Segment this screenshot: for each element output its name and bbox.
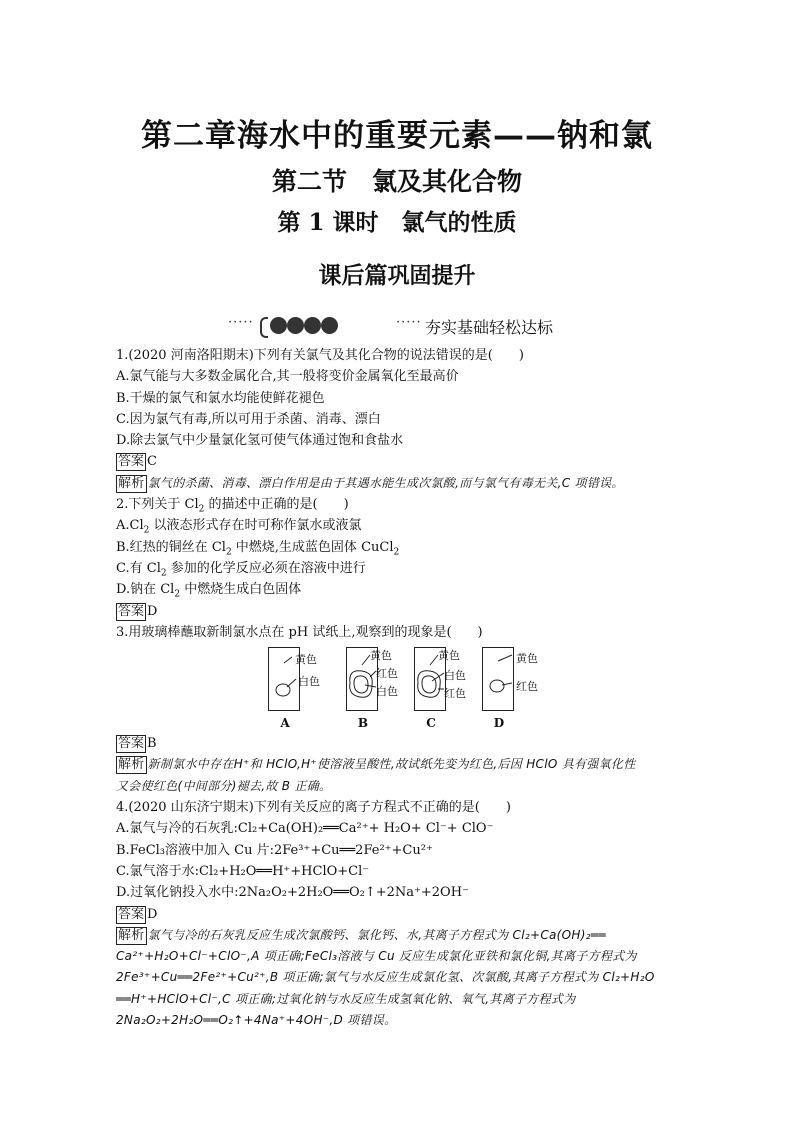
part-title [0, 257, 794, 290]
q1-analysis [116, 473, 682, 494]
q3-d-label-2: 红色 [516, 680, 538, 694]
q3-a-label-2: 白色 [298, 675, 320, 689]
banner-dots-left: ····· [228, 315, 254, 330]
q2-option-d: D.钠在 $Cl_2$ 中燃烧生成白色固体 [116, 582, 302, 600]
section-banner [228, 313, 588, 337]
part-title-strong: 巩固提升 [387, 264, 476, 289]
q4-option-a: A.氯气与冷的石灰乳:Cl₂+Ca(OH)₂══Ca²⁺+ H₂O+ Cl⁻+ ClO⁻ [116, 821, 494, 837]
banner-label: 夯实基础轻松达标 [425, 318, 554, 337]
q3-b-label-3: 白色 [376, 685, 398, 699]
q1-answer [116, 451, 682, 472]
q2-option-a: $A.Cl_2$ 以液态形式存在时可称作氯水或液氯 [116, 518, 362, 536]
q1-stem: 1.(2020 河南洛阳期末)下列有关氯气及其化合物的说法错误的是( ) [116, 348, 524, 363]
q4-analysis-4: ══H⁺+HClO+Cl⁻,C 项正确;过氧化钠与水反应生成氢氧化钠、氧气,其离子方程式为 [116, 991, 576, 1006]
q3-c-label-2: 白色 [444, 669, 466, 683]
q1-option-a: A.氯气能与大多数金属化合,其一般将变价金属氧化至最高价 [116, 369, 459, 385]
q2-stem: 2.下列关于 $Cl_2$ 的描述中正确的是( ) [116, 497, 349, 515]
q3-analysis-2: 又会使红色(中间部分)褪去,故 B 正确。 [116, 778, 332, 793]
q4-answer-value: D [147, 906, 158, 922]
analysis-tag: 解析 [118, 757, 145, 773]
banner-circles-icon [260, 315, 336, 335]
q4-option-c: C.氯气溶于水:Cl₂+H₂O══H⁺+HClO+Cl⁻ [116, 863, 370, 879]
q4-analysis-5: 2Na₂O₂+2H₂O══O₂↑+4Na⁺+4OH⁻,D 项错误。 [116, 1013, 397, 1028]
analysis-tag: 解析 [118, 475, 145, 491]
answer-tag: 答案 [118, 603, 145, 619]
lesson-title: 第 1 课时 氯气的性质 [277, 209, 517, 236]
q3-d-letter: D [493, 716, 505, 731]
section-title: 第二节 氯及其化合物 [271, 167, 522, 196]
q3-a-letter: A [280, 716, 290, 731]
q1-answer-value: C [147, 454, 157, 470]
q3-stem: 3.用玻璃棒蘸取新制氯水点在 pH 试纸上,观察到的现象是( ) [116, 624, 483, 640]
q3-c-label-1: 黄色 [438, 649, 460, 663]
q4-answer [116, 904, 682, 925]
q4-option-d: D.过氧化钠投入水中:2Na₂O₂+2H₂O══O₂↑+2Na⁺+2OH⁻ [116, 885, 469, 901]
q3-b-letter: B [357, 716, 369, 731]
answer-tag: 答案 [118, 454, 145, 470]
q3-figure-d [454, 643, 574, 731]
q4-option-b: B.FeCl₃溶液中加入 Cu 片:2Fe³⁺+Cu══2Fe²⁺+Cu²⁺ [116, 842, 433, 858]
q3-c-letter: C [426, 716, 436, 731]
answer-tag: 答案 [118, 736, 145, 752]
q3-analysis-1: 解析 新制氯水中存在H⁺和 HClO,H⁺使溶液呈酸性,故试纸先变为红色,后因 HClO 具有强氧化性 [118, 757, 636, 773]
q3-answer [116, 733, 682, 754]
q1-option-c: C.因为氯气有毒,所以可用于杀菌、消毒、漂白 [116, 411, 381, 427]
q4-analysis-2: Ca²⁺+H₂O+Cl⁻+ClO⁻,A 项正确;FeCl₃溶液与 Cu 反应生成氯化亚铁和氯化铜,其离子方程式为 [116, 949, 637, 964]
q4-stem: 4.(2020 山东济宁期末)下列有关反应的离子方程式不正确的是( ) [116, 800, 511, 816]
questions [116, 345, 682, 1031]
banner-dots-right: ····· [396, 315, 422, 330]
q3-c-label-3: 红色 [444, 687, 466, 701]
q1-analysis-text: 氯气的杀菌、消毒、漂白作用是由于其遇水能生成次氯酸,而与氯气有毒无关,C 项错误。 [147, 475, 624, 490]
q4-analysis-1: 解析 氯气与冷的石灰乳反应生成次氯酸钙、氯化钙、水,其离子方程式为 Cl₂+Ca(OH)₂══ [118, 927, 606, 943]
analysis-tag: 解析 [118, 927, 145, 943]
q3-d-label-1: 黄色 [516, 652, 538, 666]
part-title-prefix: 课后篇 [318, 263, 388, 289]
chapter-title: 第二章海水中的重要元素——钠和氯 [141, 118, 653, 154]
q2-answer-value: D [147, 603, 158, 619]
q4-analysis-3: 2Fe³⁺+Cu══2Fe²⁺+Cu²⁺,B 项正确;氯气与水反应生成氯化氢、次氯酸,其离子方程式为 Cl₂+H₂O [116, 970, 655, 985]
q1-option-d: D.除去氯气中少量氯化氢可使气体通过饱和食盐水 [116, 433, 404, 449]
answer-tag: 答案 [118, 906, 145, 922]
q2-option-c: C.有 $Cl_2$ 参加的化学反应必须在溶液中进行 [116, 560, 366, 579]
q2-answer [116, 601, 682, 622]
q3-b-label-1: 黄色 [370, 649, 392, 663]
q2-option-b: B.红热的铜丝在 $Cl_2$ 中燃烧,生成蓝色固体 CuCl$_2$ [116, 539, 400, 558]
q3-figures [116, 643, 682, 733]
q1-option-b: B.干燥的氯气和氯水均能使鲜花褪色 [116, 390, 325, 406]
q3-answer-value: B [147, 736, 157, 752]
q3-a-label-1: 黄色 [295, 653, 317, 667]
q3-b-label-2: 红色 [376, 667, 398, 681]
